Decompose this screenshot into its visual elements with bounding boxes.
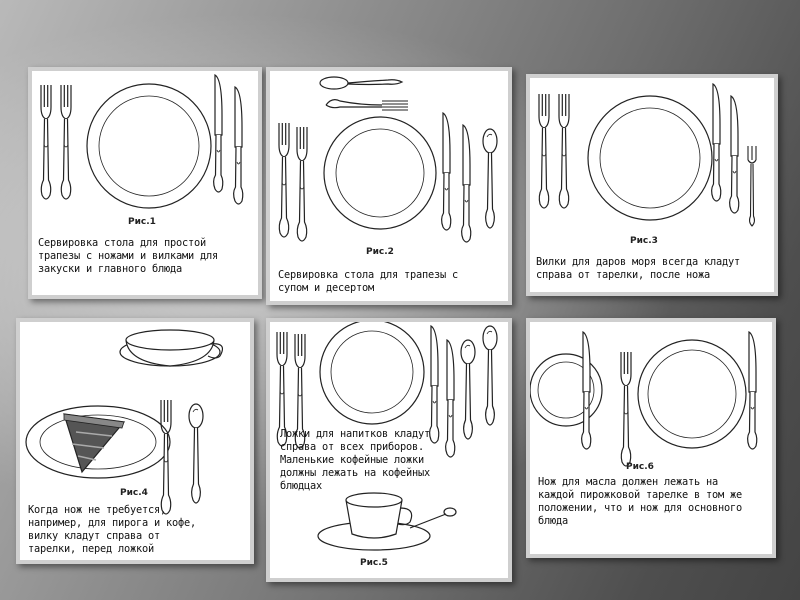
seafood-fork-icon (748, 146, 756, 226)
fork-icon (621, 352, 631, 466)
knife-icon (462, 125, 471, 242)
butter-knife-icon (582, 332, 591, 449)
coffee-cup-icon (120, 330, 222, 366)
figure-label: Рис.1 (128, 217, 156, 227)
panel-caption: Когда нож не требуется, например, для пирога и кофе, вилку кладут справа от тарелки, перед ложкой (28, 504, 196, 555)
knife-icon (442, 113, 451, 230)
figure-label: Рис.6 (626, 462, 654, 472)
figure-label: Рис.4 (120, 488, 148, 498)
fork-icon (539, 94, 549, 208)
illustration-2 (270, 71, 508, 301)
fork-icon (297, 127, 307, 241)
dinner-plate-icon (87, 84, 211, 208)
knife-icon (730, 96, 739, 213)
spoon-icon (189, 404, 203, 503)
figure-label: Рис.3 (630, 236, 658, 246)
panel-4 (16, 318, 254, 564)
knife-icon (214, 75, 223, 192)
dessert-fork-icon (326, 100, 408, 110)
fork-icon (559, 94, 569, 208)
knife-icon (446, 340, 455, 457)
panel-caption: Ложки для напитков кладут справа от всех приборов. Маленькие кофейные ложки должны лежать на кофейных блюдцах (280, 428, 430, 492)
dinner-plate-icon (320, 322, 424, 424)
dessert-spoon-icon (320, 77, 402, 89)
dinner-plate-icon (638, 340, 746, 448)
fork-icon (61, 85, 71, 199)
fork-icon (161, 400, 171, 514)
bread-plate-icon (530, 354, 602, 426)
pie-slice-icon (64, 414, 124, 472)
fork-icon (279, 123, 289, 237)
fork-icon (41, 85, 51, 199)
panel-6 (526, 318, 776, 558)
soup-spoon-icon (483, 129, 497, 228)
panel-caption: Вилки для даров моря всегда кладут справа от тарелки, после ножа (536, 256, 740, 281)
knife-icon (430, 326, 439, 443)
figure-label: Рис.5 (360, 558, 388, 568)
soup-spoon-icon (461, 340, 475, 439)
panel-2 (266, 67, 512, 305)
dinner-plate-icon (588, 96, 712, 220)
coffee-cup-icon (318, 493, 456, 550)
panel-caption: Сервировка стола для простой трапезы с ножами и вилками для закуски и главного блюда (38, 237, 218, 275)
knife-icon (712, 84, 721, 201)
knife-icon (234, 87, 243, 204)
figure-label: Рис.2 (366, 247, 394, 257)
knife-icon (748, 332, 757, 449)
panel-3 (526, 74, 778, 296)
panel-1 (28, 67, 262, 299)
dinner-plate-icon (324, 117, 436, 229)
panel-5 (266, 318, 512, 582)
panel-caption: Сервировка стола для трапезы с супом и десертом (278, 269, 458, 294)
panel-caption: Нож для масла должен лежать на каждой пирожковой тарелке в том же положении, что и нож для основного блюда (538, 476, 742, 527)
teaspoon-icon (483, 326, 497, 425)
